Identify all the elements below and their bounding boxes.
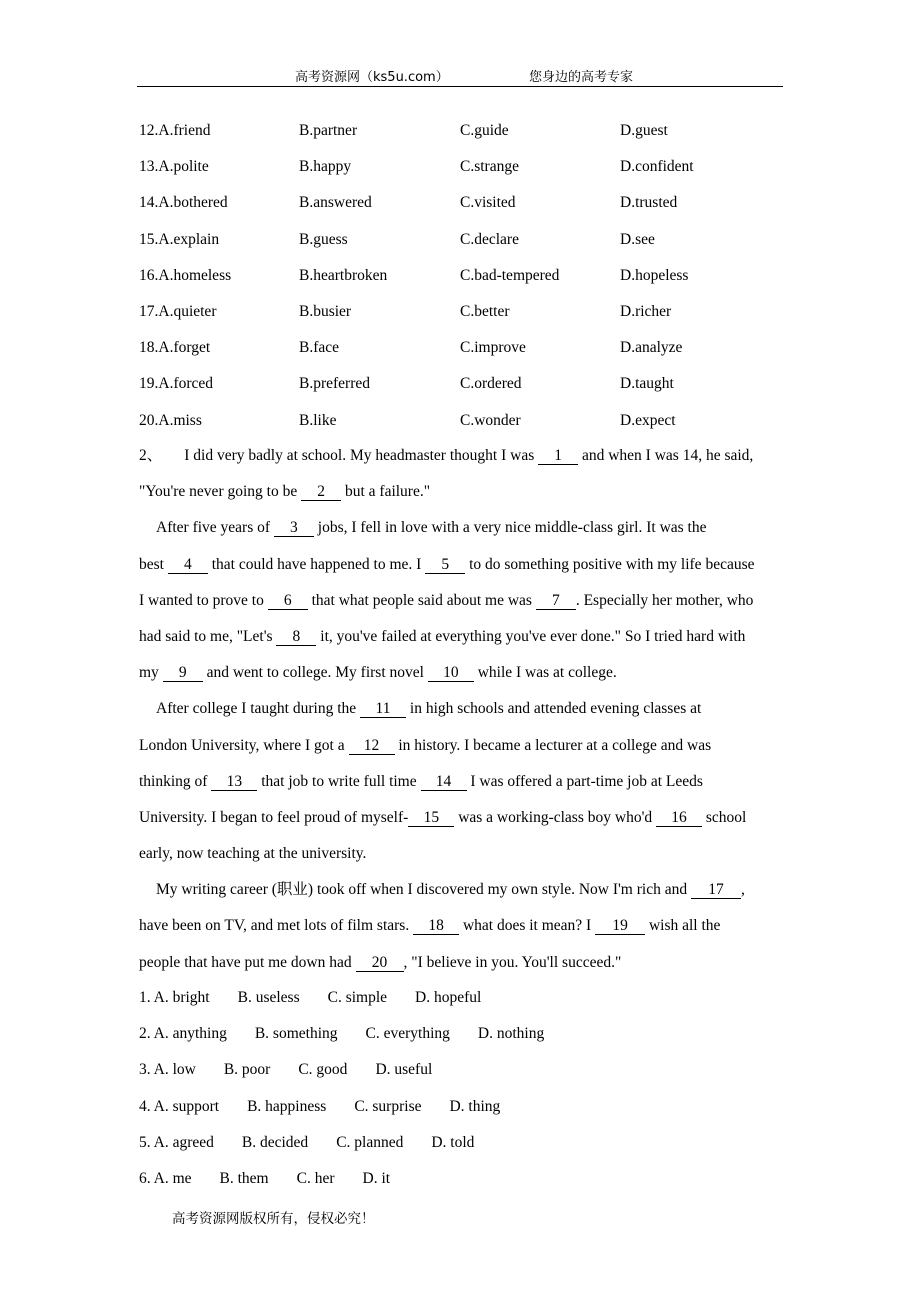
text: thinking of xyxy=(139,772,212,790)
text: After college I taught during the xyxy=(156,700,361,718)
option-c: C.ordered xyxy=(460,375,522,393)
text: My writing career (职业) took off when I discovered my own style. Now I'm rich and xyxy=(156,881,691,899)
answer-blank: 19 xyxy=(595,917,645,935)
option-c: C.visited xyxy=(460,194,516,212)
option-b: B.happy xyxy=(299,158,352,176)
option-b: B. poor xyxy=(223,1061,271,1079)
option-a: 12.A.friend xyxy=(139,122,211,139)
text: while I was at college. xyxy=(473,664,617,682)
answer-blank: 11 xyxy=(360,700,406,718)
text: best xyxy=(139,555,168,573)
option-c: C.guide xyxy=(460,122,509,139)
option-a: 16.A.homeless xyxy=(139,266,232,284)
option-a: 18.A.forget xyxy=(139,339,211,357)
answer-blank: 16 xyxy=(656,809,702,827)
option-b: B.preferred xyxy=(299,375,370,393)
option-row xyxy=(139,1167,572,1203)
answer-blank: 7 xyxy=(536,592,576,610)
text: that job to write full time xyxy=(257,772,421,790)
passage-line xyxy=(139,770,789,806)
answer-blank: 6 xyxy=(268,592,308,610)
passage-line xyxy=(139,553,789,589)
option-row xyxy=(139,986,572,1022)
option-c: C. good xyxy=(298,1061,348,1079)
option-d: D.confident xyxy=(620,158,694,176)
text: in history. I became a lecturer at a college and was xyxy=(394,736,712,754)
passage-line xyxy=(139,951,789,987)
passage-line xyxy=(139,480,789,516)
answer-blank: 1 xyxy=(538,447,578,465)
text: that could have happened to me. I xyxy=(207,555,426,573)
option-a: 2. A. anything xyxy=(139,1025,227,1043)
answer-blank: 18 xyxy=(413,917,459,935)
option-c: C.strange xyxy=(460,158,519,176)
option-c: C.improve xyxy=(460,339,526,357)
option-d: D.analyze xyxy=(620,339,683,357)
page-footer: 高考资源网版权所有，侵权必究！ xyxy=(172,1211,375,1227)
text: and went to college. My first novel xyxy=(202,664,428,682)
option-c: C.wonder xyxy=(460,411,521,429)
cloze-passage xyxy=(139,444,789,987)
text: had said to me, "Let's xyxy=(139,627,277,645)
option-c: C.declare xyxy=(460,230,519,248)
answer-blank: 2 xyxy=(301,483,341,501)
option-a: 1. A. bright xyxy=(139,989,210,1006)
option-b: B. them xyxy=(219,1169,269,1187)
option-d: D. told xyxy=(431,1133,475,1151)
option-b: B. useless xyxy=(237,989,300,1006)
option-d: D.guest xyxy=(620,122,668,139)
text: early, now teaching at the university. xyxy=(139,845,367,863)
answer-blank: 9 xyxy=(163,664,203,682)
option-a: 20.A.miss xyxy=(139,411,202,429)
text: London University, where I got a xyxy=(139,736,349,754)
option-d: D.richer xyxy=(620,302,672,320)
option-d: D. hopeful xyxy=(415,989,482,1006)
option-b: B. happiness xyxy=(247,1097,327,1115)
option-b: B.partner xyxy=(299,122,358,139)
text: have been on TV, and met lots of film stars. xyxy=(139,917,414,935)
option-c: C. simple xyxy=(327,989,388,1006)
option-d: D.hopeless xyxy=(620,266,689,284)
text: people that have put me down had xyxy=(139,953,356,971)
text: jobs, I fell in love with a very nice middle-class girl. It was the xyxy=(313,519,707,537)
passage-line xyxy=(139,878,789,914)
answer-blank: 10 xyxy=(428,664,474,682)
option-a: 3. A. low xyxy=(139,1061,196,1079)
answer-blank: 15 xyxy=(408,809,454,827)
answer-blank: 8 xyxy=(276,628,316,646)
answer-blank: 13 xyxy=(211,773,257,791)
header-slogan: 您身边的高考专家 xyxy=(529,70,634,85)
passage-line xyxy=(139,661,789,697)
option-a: 6. A. me xyxy=(139,1169,192,1187)
text: it, you've failed at everything you've ever done." So I tried hard with xyxy=(316,627,746,645)
option-d: D. useful xyxy=(375,1061,433,1079)
option-b: B. something xyxy=(254,1025,338,1043)
option-b: B.guess xyxy=(299,230,348,248)
option-c: C.bad-tempered xyxy=(460,266,560,284)
option-d: D.trusted xyxy=(620,194,678,212)
text: University. I began to feel proud of myself- xyxy=(139,808,409,826)
text: , "I believe in you. You'll succeed." xyxy=(403,953,622,971)
option-a: 4. A. support xyxy=(139,1097,220,1115)
answer-blank: 4 xyxy=(168,556,208,574)
text: in high schools and attended evening classes at xyxy=(406,700,702,718)
option-b: B. decided xyxy=(241,1133,309,1151)
option-c: C.better xyxy=(460,302,510,320)
text: "You're never going to be xyxy=(139,483,302,501)
passage-line xyxy=(139,444,789,480)
option-d: D.expect xyxy=(620,411,676,429)
text: , xyxy=(740,881,745,899)
passage-line xyxy=(139,589,789,625)
passage-line xyxy=(139,842,789,878)
option-c: C. everything xyxy=(365,1025,450,1043)
answer-blank: 12 xyxy=(349,737,395,755)
text: . Especially her mother, who xyxy=(575,591,754,609)
passage-line xyxy=(139,697,789,733)
text: was a working-class boy who'd xyxy=(454,808,656,826)
text: but a failure." xyxy=(341,483,431,501)
option-d: D.see xyxy=(620,230,655,248)
option-b: B.answered xyxy=(299,194,372,212)
page-header xyxy=(137,64,783,87)
text: wish all the xyxy=(645,917,721,935)
options-list-part2 xyxy=(139,986,572,1203)
text: my xyxy=(139,664,163,682)
answer-blank: 20 xyxy=(356,954,404,972)
option-c: C. planned xyxy=(336,1133,404,1151)
answer-blank: 17 xyxy=(691,881,741,899)
text: to do something positive with my life because xyxy=(465,555,755,573)
option-row xyxy=(139,1095,572,1131)
answer-blank: 3 xyxy=(274,519,314,537)
passage-line xyxy=(139,516,789,552)
option-b: B.face xyxy=(299,339,340,357)
passage-line xyxy=(139,734,789,770)
text: I was offered a part-time job at Leeds xyxy=(466,772,703,790)
option-b: B.heartbroken xyxy=(299,266,388,284)
passage-line xyxy=(139,806,789,842)
text: school xyxy=(702,808,747,826)
text: I wanted to prove to xyxy=(139,591,268,609)
text: I did very badly at school. My headmaster thought I was xyxy=(184,447,539,464)
option-row xyxy=(139,1022,572,1058)
option-a: 19.A.forced xyxy=(139,375,214,393)
option-row xyxy=(139,1131,572,1167)
passage-line xyxy=(139,625,789,661)
option-a: 15.A.explain xyxy=(139,230,220,248)
option-c: C. her xyxy=(296,1169,335,1187)
question-number: 2、 xyxy=(139,447,163,464)
option-d: D. nothing xyxy=(477,1025,545,1043)
text: what does it mean? I xyxy=(459,917,596,935)
option-a: 5. A. agreed xyxy=(139,1133,214,1151)
option-b: B.busier xyxy=(299,302,352,320)
option-a: 13.A.polite xyxy=(139,158,209,176)
text: After five years of xyxy=(156,519,274,537)
answer-blank: 14 xyxy=(421,773,467,791)
answer-blank: 5 xyxy=(425,556,465,574)
option-a: 17.A.quieter xyxy=(139,302,217,320)
passage-line xyxy=(139,914,789,950)
text: and when I was 14, he said, xyxy=(578,447,754,464)
header-site-name: 高考资源网（ks5u.com） xyxy=(295,70,449,85)
option-d: D. thing xyxy=(449,1097,501,1115)
option-c: C. surprise xyxy=(354,1097,422,1115)
option-a: 14.A.bothered xyxy=(139,194,228,212)
text: that what people said about me was xyxy=(307,591,536,609)
option-b: B.like xyxy=(299,411,337,429)
option-d: D.taught xyxy=(620,375,674,393)
option-row xyxy=(139,1058,572,1094)
option-d: D. it xyxy=(362,1169,391,1187)
